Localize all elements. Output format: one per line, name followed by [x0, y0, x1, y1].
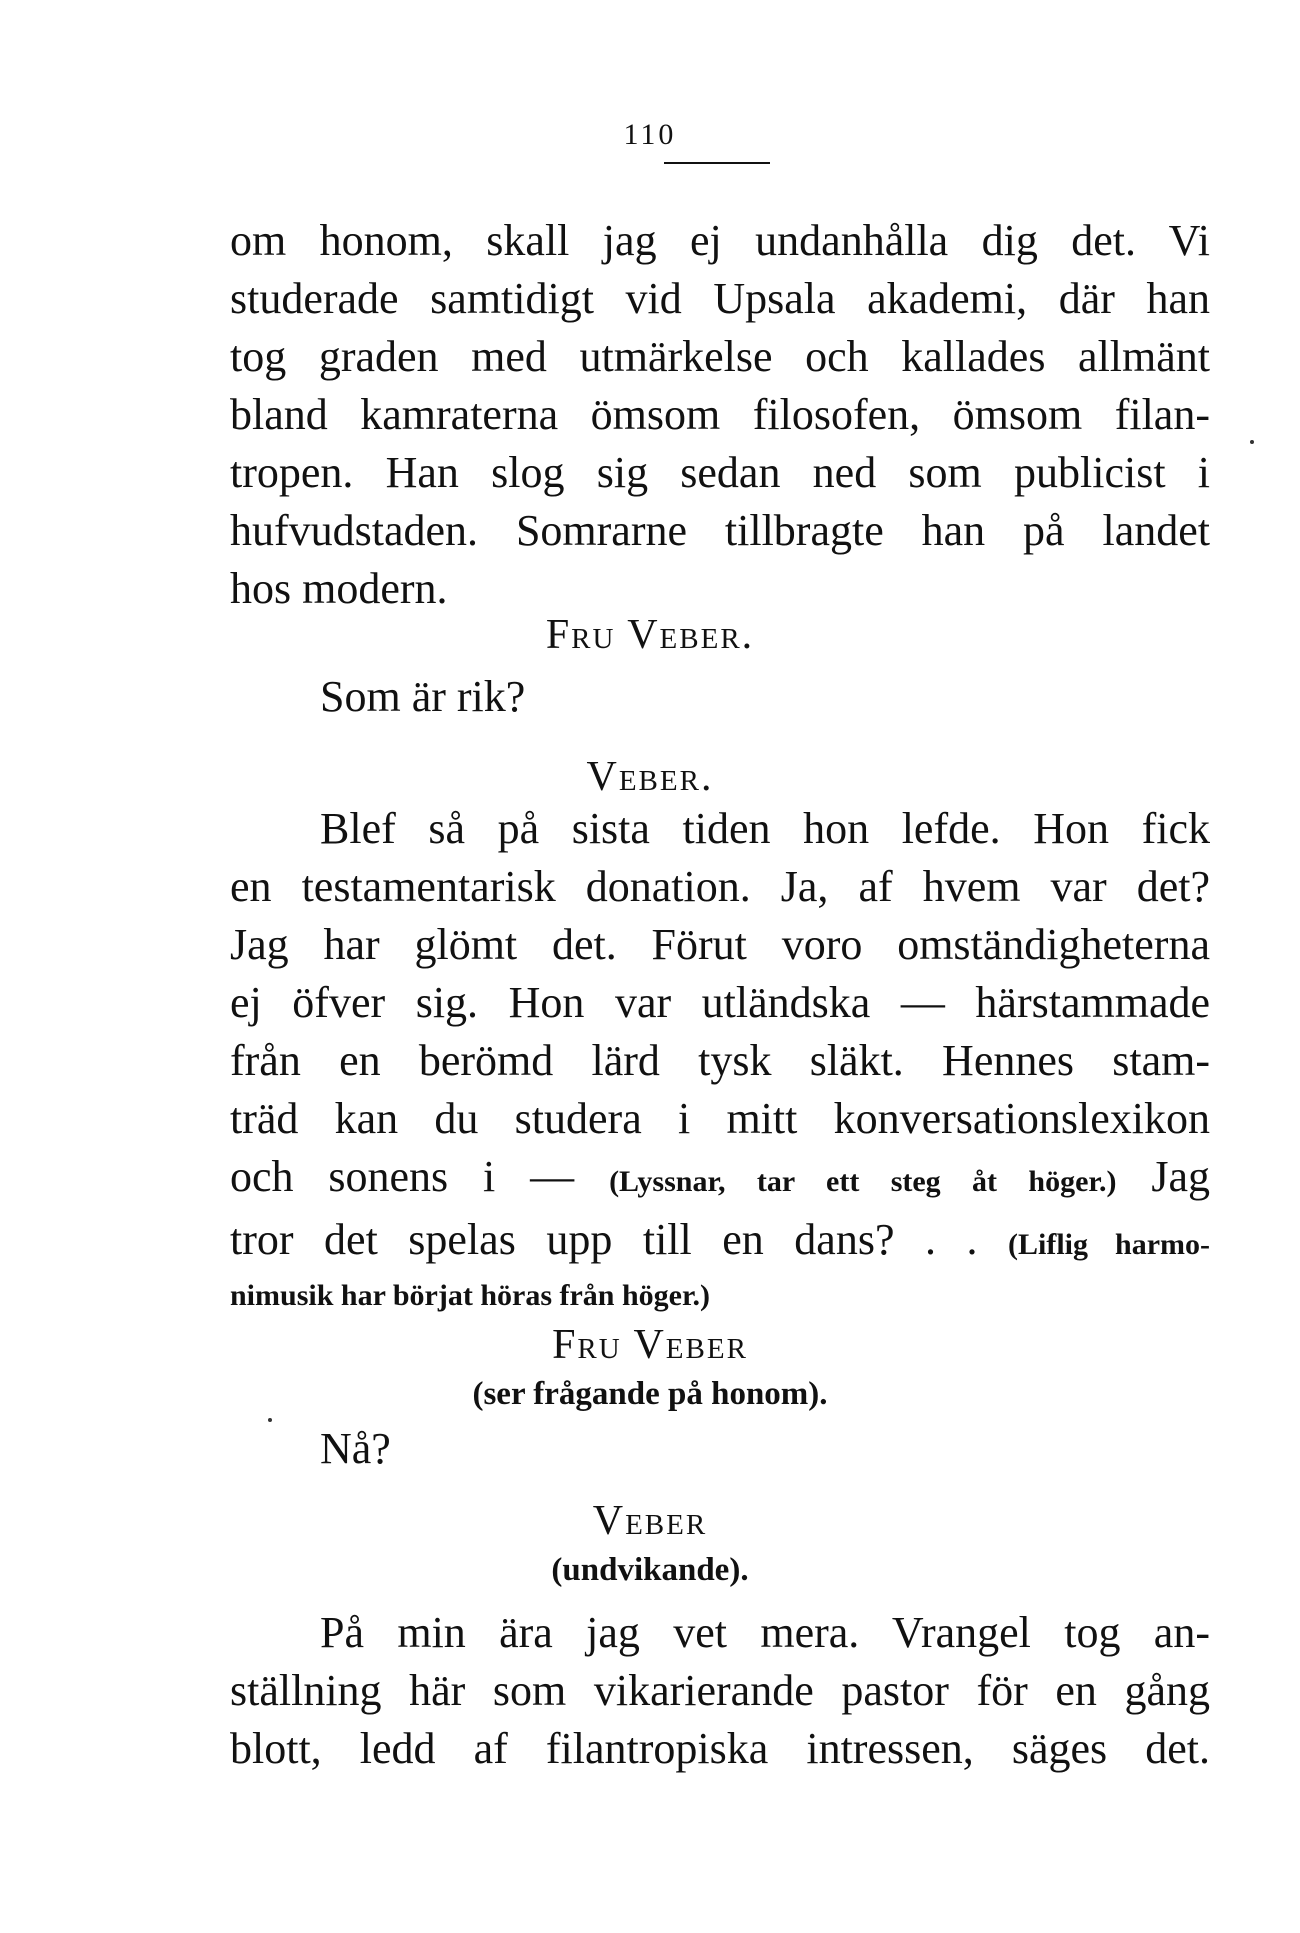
paragraph-2-line-6: träd kan du studera i mitt konversationslexikon	[230, 1094, 1210, 1143]
speaker-veber-1: Veber.	[586, 754, 714, 800]
stage-direction-undvikande: (undvikande).	[551, 1552, 749, 1588]
paper-speck	[268, 1418, 272, 1422]
paragraph-2-line-9: nimusik har börjat höras från höger.)	[230, 1279, 711, 1312]
paragraph-2-line-1: Blef så på sista tiden hon lefde. Hon fick	[320, 804, 1210, 853]
stage-direction-liflig: (Liflig harmo-	[1008, 1228, 1211, 1261]
paragraph-2	[230, 800, 1210, 1318]
line-som-ar-rik: Som är rik?	[320, 672, 526, 721]
paragraph-2-line-2: en testamentarisk donation. Ja, af hvem var det?	[230, 862, 1210, 911]
paragraph-2-line-7-end: Jag	[1151, 1152, 1211, 1201]
speaker-fru-veber-1: Fru Veber.	[545, 612, 755, 658]
paragraph-1-line-6: hufvudstaden. Somrarne tillbragte han på landet	[230, 506, 1210, 555]
paragraph-3-line-3: blott, ledd af filantropiska intressen, säges det.	[230, 1724, 1210, 1773]
stage-direction-lyssnar: (Lyssnar, tar ett steg åt höger.)	[609, 1165, 1117, 1198]
paragraph-2-line-8	[230, 1211, 1210, 1274]
paragraph-3	[230, 1604, 1210, 1778]
page-number: 110	[623, 118, 677, 151]
paragraph-2-line-7-start: och sonens i —	[230, 1152, 575, 1201]
paragraph-1-line-7: hos modern.	[230, 564, 448, 613]
speaker-fru-veber-2: Fru Veber	[552, 1322, 748, 1368]
paragraph-2-line-8-start: tror det spelas upp till en dans? . .	[230, 1215, 978, 1264]
paragraph-1-line-3: tog graden med utmärkelse och kallades allmänt	[230, 332, 1210, 381]
paragraph-1-line-2: studerade samtidigt vid Upsala akademi, där han	[230, 274, 1210, 323]
page-number-rule	[664, 162, 770, 164]
paragraph-3-line-2: ställning här som vikarierande pastor för en gång	[230, 1666, 1210, 1715]
paragraph-1-line-4: bland kamraterna ömsom filosofen, ömsom filan-	[230, 390, 1210, 439]
paragraph-1-line-5: tropen. Han slog sig sedan ned som publicist i	[230, 448, 1210, 497]
paragraph-1	[230, 212, 1210, 618]
paragraph-2-line-4: ej öfver sig. Hon var utländska — härstammade	[230, 978, 1210, 1027]
stage-direction-ser-fragande: (ser frågande på honom).	[472, 1376, 828, 1412]
speaker-veber-2: Veber	[592, 1498, 708, 1544]
paper-speck	[1250, 440, 1254, 444]
paragraph-2-line-3: Jag har glömt det. Förut voro omständigheterna	[230, 920, 1210, 969]
paragraph-3-line-1: På min ära jag vet mera. Vrangel tog an-	[320, 1608, 1210, 1657]
paragraph-1-line-1: om honom, skall jag ej undanhålla dig det. Vi	[230, 216, 1210, 265]
line-na: Nå?	[320, 1424, 391, 1473]
paragraph-2-line-5: från en berömd lärd tysk släkt. Hennes stam-	[230, 1036, 1210, 1085]
paragraph-2-line-7	[230, 1148, 1210, 1211]
